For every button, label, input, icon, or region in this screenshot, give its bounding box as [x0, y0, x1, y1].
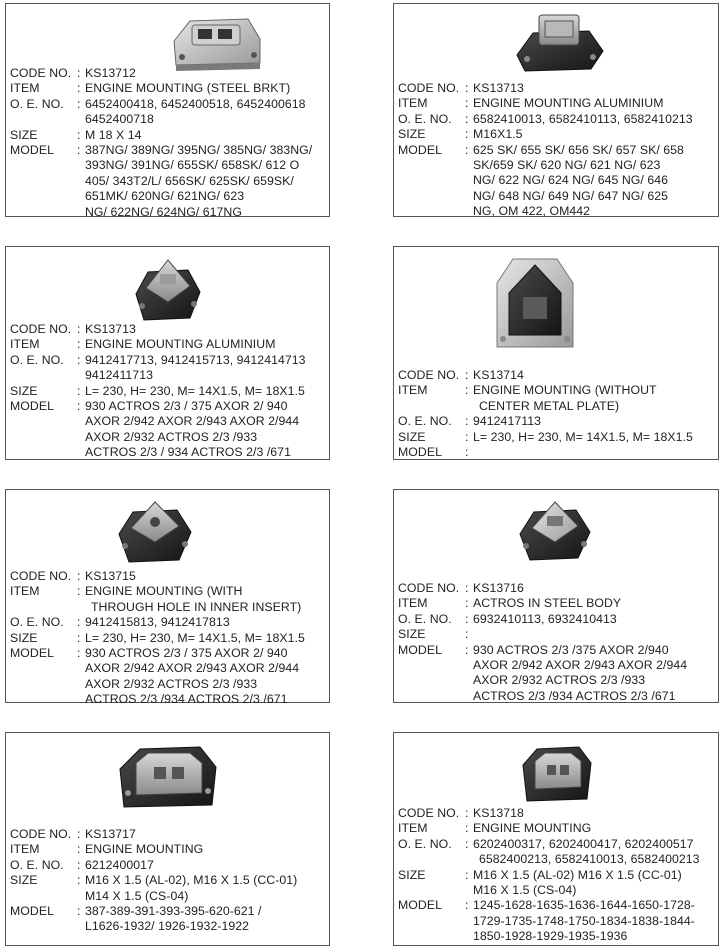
product-card-ks13718	[393, 732, 719, 946]
model-line: AXOR 2/942 AXOR 2/943 AXOR 2/944	[85, 414, 300, 429]
item-value: ENGINE MOUNTING (WITH	[85, 584, 243, 599]
code-label: CODE NO.	[10, 66, 72, 80]
size-label: SIZE	[398, 429, 426, 444]
model-line: AXOR 2/932 ACTROS 2/3 /933	[473, 673, 646, 688]
size-value: M16 X 1.5 (CS-04)	[473, 883, 577, 898]
product-card-ks13715	[5, 489, 330, 707]
model-line: 387NG/ 389NG/ 395NG/ 385NG/ 383NG/	[85, 143, 313, 158]
model-line: AXOR 2/932 ACTROS 2/3 /933	[85, 429, 258, 444]
engine-mount-rubber-image	[128, 254, 206, 324]
model-label: MODEL	[10, 399, 54, 414]
engine-mount-steel-body-image	[514, 498, 596, 564]
code-number: KS13717	[85, 827, 136, 841]
model-label: MODEL	[398, 898, 442, 913]
oe-number-line: 6202400317, 6202400417, 6202400517	[473, 836, 694, 851]
oe-number-line: 6212400017	[85, 857, 154, 872]
engine-mount-ks13718-image	[519, 743, 595, 805]
oe-number-line: 6932410113, 6932410413	[473, 611, 617, 626]
model-line: 651MK/ 620NG/ 621NG/ 623	[85, 189, 245, 204]
item-value: ENGINE MOUNTING	[85, 842, 204, 857]
spec-block: CODE NO. : KS13718 ITEM : ENGINE MOUNTING O. E. NO. : 6202400317, 6202400417, 6202400517 6582400213, 6582410013, 6582400213 SIZE : M16 X 1.5 (AL-02) M16 X 1.5 (CC-01) M16 X 1.5 (CS-04) MODEL : 1245-1628-1635-1636-1644-1650-1728- 1729-1735-1748-1750-1834-1838-1844- 1850-1928-1929-1935-1936	[398, 806, 718, 945]
model-line: 405/ 343T2/L/ 656SK/ 625SK/ 659SK/	[85, 173, 294, 188]
oe-label: O. E. NO.	[398, 111, 452, 126]
oe-label: O. E. NO.	[398, 611, 452, 626]
size-value: M16 X 1.5 (AL-02), M16 X 1.5 (CC-01)	[85, 873, 298, 888]
item-label: ITEM	[398, 821, 428, 836]
spec-block: CODE NO. : KS13712 ITEM : ENGINE MOUNTING (STEEL BRKT) O. E. NO. : 6452400418, 6452400518, 6452400618 6452400718 SIZE : M 18 X 14 MODEL : 387NG/ 389NG/ 395NG/ 385NG/ 383NG/ 393NG/ 391NG/ 655SK/ 658SK/ 612 O 405/ 343T2/L/ 656SK/ 625SK/ 659SK/ 651MK/ 620NG/ 621NG/ 623 NG/ 622NG/ 624NG/ 617NG	[10, 66, 328, 220]
oe-number-line: 9412411713	[85, 368, 153, 383]
item-label: ITEM	[398, 596, 428, 611]
size-value: M14 X 1.5 (CS-04)	[85, 888, 189, 903]
code-label: CODE NO.	[10, 827, 72, 841]
model-line: L1626-1932/ 1926-1932-1922	[85, 919, 250, 934]
engine-mount-aluminium-image	[511, 11, 607, 75]
model-label: MODEL	[398, 642, 442, 657]
model-line: 393NG/ 391NG/ 655SK/ 658SK/ 612 O	[85, 158, 300, 173]
item-value: ENGINE MOUNTING ALUMINIUM	[85, 337, 276, 352]
size-label: SIZE	[10, 383, 38, 398]
size-label: SIZE	[10, 873, 38, 888]
model-label: MODEL	[10, 646, 54, 661]
code-label: CODE NO.	[10, 322, 72, 336]
model-line: AXOR 2/942 AXOR 2/943 AXOR 2/944	[473, 658, 688, 673]
code-number: KS13715	[85, 569, 136, 583]
product-card-ks13717	[5, 732, 330, 946]
code-number: KS13714	[473, 368, 524, 382]
engine-mount-without-plate-image	[491, 253, 579, 353]
item-value: ACTROS IN STEEL BODY	[473, 596, 622, 611]
model-line: NG/ 648 NG/ 649 NG/ 647 NG/ 625	[473, 188, 668, 203]
spec-block: CODE NO. : KS13716 ITEM : ACTROS IN STEEL BODY O. E. NO. : 6932410113, 6932410413 SIZE : MODEL : 930 ACTROS 2/3 /375 AXOR 2/940 AXOR 2/942 AXOR 2/943 AXOR 2/944 AXOR 2/932 ACTROS 2/3 /933 ACTROS 2/3 /934 ACTROS 2/3 /671	[398, 581, 718, 704]
oe-number-line: 9412417113	[473, 414, 541, 429]
oe-label: O. E. NO.	[398, 414, 452, 429]
size-value: L= 230, H= 230, M= 14X1.5, M= 18X1.5	[85, 383, 305, 398]
oe-label: O. E. NO.	[10, 352, 64, 367]
item-value: ENGINE MOUNTING ALUMINIUM	[473, 96, 664, 111]
spec-block: CODE NO. : KS13713 ITEM : ENGINE MOUNTING ALUMINIUM O. E. NO. : 6582410013, 6582410113, 6582410213 SIZE : M16X1.5 MODEL : 625 SK/ 655 SK/ 656 SK/ 657 SK/ 658 SK/659 SK/ 620 NG/ 621 NG/ 623 NG/ 622 NG/ 624 NG/ 645 NG/ 646 NG/ 648 NG/ 649 NG/ 647 NG/ 625 NG, OM 422, OM442	[398, 81, 718, 220]
oe-label: O. E. NO.	[10, 615, 64, 630]
product-card-ks13713-actros	[5, 246, 330, 460]
size-label: SIZE	[10, 127, 38, 142]
model-line: 387-389-391-393-395-620-621 /	[85, 904, 262, 919]
model-line: ACTROS 2/3 /934 ACTROS 2/3 /671	[85, 692, 288, 707]
oe-label: O. E. NO.	[398, 836, 452, 851]
oe-number-line: 6582410013, 6582410113, 6582410213	[473, 111, 693, 126]
code-label: CODE NO.	[398, 581, 460, 595]
spec-block: CODE NO. : KS13715 ITEM : ENGINE MOUNTING (WITH THROUGH HOLE IN INNER INSERT) O. E. NO. : 9412415813, 9412417813 SIZE : L= 230, H= 230, M= 14X1.5, M= 18X1.5 MODEL : 930 ACTROS 2/3 / 375 AXOR 2/ 940 AXOR 2/942 AXOR 2/943 AXOR 2/944 AXOR 2/932 ACTROS 2/3 /933 ACTROS 2/3 /934 ACTROS 2/3 /671	[10, 569, 328, 708]
product-card-ks13714	[393, 246, 719, 460]
model-line: AXOR 2/932 ACTROS 2/3 /933	[85, 676, 258, 691]
item-value: ENGINE MOUNTING (WITHOUT	[473, 383, 657, 398]
model-line: 1245-1628-1635-1636-1644-1650-1728-	[473, 898, 695, 913]
model-line: 930 ACTROS 2/3 /375 AXOR 2/940	[473, 642, 669, 657]
code-number: KS13713	[473, 81, 524, 95]
code-number: KS13712	[85, 66, 136, 80]
size-label: SIZE	[398, 867, 426, 882]
item-value-continued: CENTER METAL PLATE)	[479, 398, 620, 413]
size-value: M16 X 1.5 (AL-02) M16 X 1.5 (CC-01)	[473, 867, 682, 882]
code-label: CODE NO.	[10, 569, 72, 583]
code-number: KS13713	[85, 322, 136, 336]
item-value: ENGINE MOUNTING	[473, 821, 592, 836]
model-line: 1850-1928-1929-1935-1936	[473, 929, 628, 944]
model-line: ACTROS 2/3 / 934 ACTROS 2/3 /671	[85, 445, 291, 460]
model-line: 1729-1735-1748-1750-1834-1838-1844-	[473, 913, 695, 928]
spec-block: CODE NO. : KS13714 ITEM : ENGINE MOUNTING (WITHOUT CENTER METAL PLATE) O. E. NO. : 9412417113 SIZE : L= 230, H= 230, M= 14X1.5, M= 18X1.5 MODEL :	[398, 368, 718, 460]
model-line: NG/ 622 NG/ 624 NG/ 645 NG/ 646	[473, 173, 668, 188]
oe-number-line: 6452400418, 6452400518, 6452400618	[85, 96, 306, 111]
size-value: L= 230, H= 230, M= 14X1.5, M= 18X1.5	[473, 429, 693, 444]
oe-label: O. E. NO.	[10, 857, 64, 872]
size-value: M16X1.5	[473, 127, 523, 142]
item-value: ENGINE MOUNTING (STEEL BRKT)	[85, 81, 291, 96]
code-number: KS13718	[473, 806, 524, 820]
size-label: SIZE	[398, 627, 426, 642]
item-label: ITEM	[10, 842, 40, 857]
model-label: MODEL	[398, 142, 442, 157]
engine-mount-steel-bracket-image	[168, 11, 264, 73]
model-line: 625 SK/ 655 SK/ 656 SK/ 657 SK/ 658	[473, 142, 684, 157]
oe-number-line: 9412415813, 9412417813	[85, 615, 230, 630]
engine-mount-ks13717-image	[116, 743, 220, 813]
spec-block: CODE NO. : KS13713 ITEM : ENGINE MOUNTING ALUMINIUM O. E. NO. : 9412417713, 9412415713, 9412414713 9412411713 SIZE : L= 230, H= 230, M= 14X1.5, M= 18X1.5 MODEL : 930 ACTROS 2/3 / 375 AXOR 2/ 940 AXOR 2/942 AXOR 2/943 AXOR 2/944 AXOR 2/932 ACTROS 2/3 /933 ACTROS 2/3 / 934 ACTROS 2/3 /671	[10, 322, 328, 461]
oe-number-line: 9412417713, 9412415713, 9412414713	[85, 352, 306, 367]
model-line: NG, OM 422, OM442	[473, 204, 591, 219]
item-label: ITEM	[398, 96, 428, 111]
oe-number-line: 6582400213, 6582410013, 6582400213	[479, 852, 700, 867]
model-label: MODEL	[10, 143, 54, 158]
model-line: AXOR 2/942 AXOR 2/943 AXOR 2/944	[85, 661, 300, 676]
model-label: MODEL	[10, 904, 54, 919]
model-line: 930 ACTROS 2/3 / 375 AXOR 2/ 940	[85, 399, 288, 414]
item-value-continued: THROUGH HOLE IN INNER INSERT)	[91, 599, 302, 614]
code-label: CODE NO.	[398, 368, 460, 382]
oe-label: O. E. NO.	[10, 96, 64, 111]
item-label: ITEM	[398, 383, 428, 398]
product-card-ks13716	[393, 489, 719, 703]
code-label: CODE NO.	[398, 806, 460, 820]
model-line: 930 ACTROS 2/3 / 375 AXOR 2/ 940	[85, 646, 288, 661]
code-number: KS13716	[473, 581, 524, 595]
item-label: ITEM	[10, 584, 40, 599]
size-label: SIZE	[398, 127, 426, 142]
size-label: SIZE	[10, 630, 38, 645]
product-card-ks13712	[5, 3, 330, 217]
spec-block: CODE NO. : KS13717 ITEM : ENGINE MOUNTING O. E. NO. : 6212400017 SIZE : M16 X 1.5 (AL-02), M16 X 1.5 (CC-01) M14 X 1.5 (CS-04) MODEL : 387-389-391-393-395-620-621 / L1626-1932/ 1926-1932-1922	[10, 827, 328, 935]
model-label: MODEL	[398, 445, 442, 460]
engine-mount-through-hole-image	[113, 496, 197, 566]
item-label: ITEM	[10, 337, 40, 352]
model-line: NG/ 622NG/ 624NG/ 617NG	[85, 204, 242, 219]
model-line: SK/659 SK/ 620 NG/ 621 NG/ 623	[473, 158, 661, 173]
product-card-ks13713-aluminium	[393, 3, 719, 217]
size-value: M 18 X 14	[85, 127, 142, 142]
oe-number-line: 6452400718	[85, 112, 154, 127]
size-value: L= 230, H= 230, M= 14X1.5, M= 18X1.5	[85, 630, 305, 645]
code-label: CODE NO.	[398, 81, 460, 95]
model-line: ACTROS 2/3 /934 ACTROS 2/3 /671	[473, 688, 676, 703]
item-label: ITEM	[10, 81, 40, 96]
